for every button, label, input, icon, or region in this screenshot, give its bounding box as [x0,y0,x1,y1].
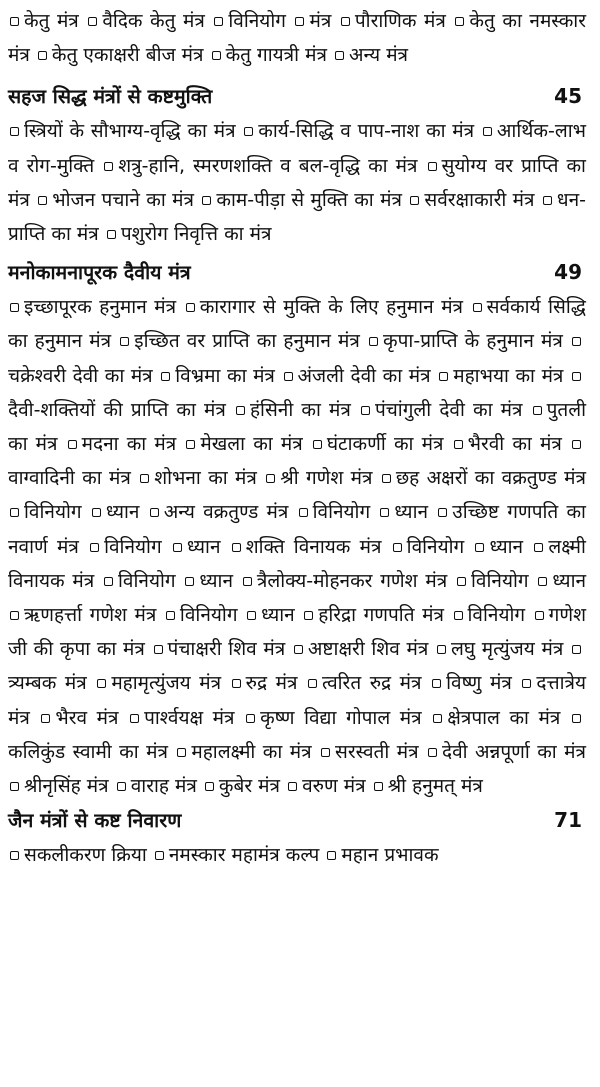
list-item [230,536,382,558]
list-item-text: शक्ति विनायक मंत्र [245,535,382,558]
list-item-text: कृष्ण विद्या गोपाल मंत्र [260,706,422,729]
list-item [452,433,562,455]
list-item [210,44,327,66]
list-item [339,10,446,32]
list-item-text: विनियोग [471,569,529,592]
list-item [203,775,280,797]
list-item [455,570,529,592]
checkbox-bullet-icon [107,230,116,239]
list-item-text: इच्छित वर प्राप्ति का हनुमान मंत्र [134,330,360,353]
list-item-text: विभ्रमा का मंत्र [175,364,275,387]
checkbox-bullet-icon [186,303,195,312]
checkbox-bullet-icon [475,543,484,552]
list-item [8,10,79,32]
list-item-text: रुद्र मंत्र [245,672,298,695]
section-items-71 [8,838,586,872]
checkbox-bullet-icon [202,196,211,205]
list-item-text: कुबेर मंत्र [218,775,281,798]
list-item-text: ध्यान [489,535,524,558]
section-heading-71 [8,803,586,838]
section-items-45 [8,114,586,251]
list-item [333,44,408,66]
checkbox-bullet-icon [120,337,129,346]
list-item-text: त्वरित रुद्र मंत्र [322,672,422,695]
checkbox-bullet-icon [572,645,581,654]
list-item-text: भैरव मंत्र [55,706,119,729]
list-item [426,741,586,763]
list-item-text: कलिकुंड स्वामी का मंत्र [8,740,168,763]
checkbox-bullet-icon [166,611,175,620]
list-item-text: केतु मंत्र [24,10,79,32]
list-item-text: लघु मृत्युंजय मंत्र [451,638,564,661]
checkbox-bullet-icon [150,508,159,517]
list-item [319,741,419,763]
list-item-text: ऋणहर्त्ता गणेश मंत्र [24,604,157,627]
checkbox-bullet-icon [232,679,241,688]
checkbox-bullet-icon [361,406,370,415]
checkbox-bullet-icon [483,127,492,136]
checkbox-bullet-icon [68,440,77,449]
checkbox-bullet-icon [535,611,544,620]
list-item-text: सकलीकरण क्रिया [24,844,147,867]
checkbox-bullet-icon [284,372,293,381]
list-item [430,672,512,694]
checkbox-bullet-icon [457,577,466,586]
list-item-text: ध्यान [105,501,140,524]
list-item-text: छह अक्षरों का वक्रतुण्ड मंत्र [395,467,586,490]
list-item-text: सर्वरक्षाकारी मंत्र [424,188,535,211]
list-item-text: क्षेत्रपाल का मंत्र [447,706,561,729]
section-title: मनोकामनापूरक दैवीय मंत्र [8,261,191,285]
checkbox-bullet-icon [173,543,182,552]
list-item [138,467,257,489]
checkbox-bullet-icon [295,17,304,26]
checkbox-bullet-icon [38,196,47,205]
list-item [391,536,465,558]
list-item [297,501,371,523]
checkbox-bullet-icon [299,508,308,517]
checkbox-bullet-icon [335,51,344,60]
section-heading-49 [8,255,586,290]
checkbox-bullet-icon [433,714,442,723]
checkbox-bullet-icon [473,303,482,312]
list-item [171,536,221,558]
checkbox-bullet-icon [212,51,221,60]
checkbox-bullet-icon [321,748,330,757]
list-item [437,365,563,387]
list-item [306,672,422,694]
list-item-text: हरिद्रा गणपति मंत्र [318,604,444,627]
list-item-text: विष्णु मंत्र [446,672,512,695]
list-item-text: पंचांगुली देवी का मंत्र [374,398,523,421]
checkbox-bullet-icon [428,162,437,171]
list-item-text: इच्छापूरक हनुमान मंत्र [24,296,177,319]
list-item [148,501,289,523]
checkbox-bullet-icon [244,127,253,136]
list-item-text: अन्य वक्रतुण्ड मंत्र [163,501,289,524]
checkbox-bullet-icon [236,406,245,415]
checkbox-bullet-icon [454,611,463,620]
checkbox-bullet-icon [380,508,389,517]
checkbox-bullet-icon [10,611,19,620]
list-item-text: विनियोग [228,10,286,32]
list-item [86,10,204,32]
contents-block-0 [8,4,586,72]
checkbox-bullet-icon [38,51,47,60]
list-item-text: घंटाकर्णी का मंत्र [326,433,444,456]
list-item-text: त्र्यम्बक मंत्र [8,672,87,695]
list-item-text: सर्वकार्य सिद्धि का हनुमान मंत्र [8,296,586,353]
list-item [282,365,431,387]
list-item-text: महामृत्युंजय मंत्र [111,672,222,695]
list-item-text: वाराह मंत्र [130,775,197,798]
list-item [473,536,523,558]
list-item-text: धन-प्राप्ति का मंत्र [8,188,586,246]
list-item [359,399,523,421]
list-item [264,467,372,489]
list-item [435,638,563,660]
list-item-text: पौराणिक मंत्र [354,10,446,32]
list-item-text: महाभया का मंत्र [453,364,564,387]
list-item [39,707,118,729]
list-item-text: भोजन पचाने का मंत्र [52,188,194,211]
list-item [293,10,331,32]
checkbox-bullet-icon [88,17,97,26]
list-item-text: सरस्वती मंत्र [334,740,419,763]
list-item [311,433,444,455]
list-item-text: पुतली का मंत्र [8,398,587,456]
checkbox-bullet-icon [428,748,437,757]
list-item [66,433,177,455]
checkbox-bullet-icon [130,714,139,723]
list-item [118,330,360,352]
checkbox-bullet-icon [10,127,19,136]
list-item [245,604,295,626]
list-item-text: महान प्रभावक [341,844,439,867]
list-item [88,536,162,558]
checkbox-bullet-icon [410,196,419,205]
list-item-text: विनियोग [104,535,162,558]
list-item-text: देवी अन्नपूर्णा का मंत्र [442,740,586,763]
checkbox-bullet-icon [247,611,256,620]
list-item-text: कार्य-सिद्धि व पाप-नाश का मंत्र [258,120,475,143]
checkbox-bullet-icon [454,440,463,449]
list-item-text: वैदिक केतु मंत्र [102,10,205,32]
list-item-text: श्रीनृसिंह मंत्र [24,775,109,798]
section-title: सहज सिद्ध मंत्रों से कष्टमुक्ति [8,85,213,109]
checkbox-bullet-icon [10,851,19,860]
list-item [115,775,197,797]
checkbox-bullet-icon [543,196,552,205]
list-item [8,844,147,866]
list-item [378,501,428,523]
list-item-text: लक्ष्मी विनायक मंत्र [8,535,586,592]
list-item [102,155,417,177]
list-item-text: पशुरोग निवृत्ति का मंत्र [120,223,272,246]
checkbox-bullet-icon [341,17,350,26]
checkbox-bullet-icon [266,474,275,483]
list-item [302,604,444,626]
checkbox-bullet-icon [534,543,543,552]
list-item-text: श्री हनुमत् मंत्र [387,775,483,798]
checkbox-bullet-icon [304,611,313,620]
checkbox-bullet-icon [288,782,297,791]
list-item [452,604,526,626]
list-item [95,672,221,694]
list-item [183,570,233,592]
list-item-text: मदना का मंत्र [81,433,177,456]
checkbox-bullet-icon [10,303,19,312]
list-item [184,296,463,318]
checkbox-bullet-icon [382,474,391,483]
checkbox-bullet-icon [455,17,464,26]
checkbox-bullet-icon [205,782,214,791]
list-item-text: दत्तात्रेय मंत्र [8,672,587,729]
list-item-text: नमस्कार महामंत्र कल्प [168,844,320,867]
list-item-text: पार्श्वयक्ष मंत्र [144,706,235,729]
list-item-text: महालक्ष्मी का मंत्र [191,740,312,763]
checkbox-bullet-icon [572,337,581,346]
checkbox-bullet-icon [154,645,163,654]
list-item-text: विनियोग [24,501,82,524]
list-item [175,741,311,763]
list-item-text: उच्छिष्ट गणपति का नवार्ण मंत्र [8,501,586,558]
checkbox-bullet-icon [327,851,336,860]
list-item-text: हंसिनी का मंत्र [249,398,351,421]
section-title: जैन मंत्रों से कष्ट निवारण [8,809,182,833]
list-item-text: केतु का नमस्कार मंत्र [8,10,586,67]
list-item-text: काम-पीड़ा से मुक्ति का मंत्र [216,188,402,211]
section-page-number: 49 [554,260,582,285]
list-item-text: ध्यान [199,569,234,592]
list-item-text: पंचाक्षरी शिव मंत्र [167,638,286,661]
list-item-text: विनियोग [179,604,238,627]
list-item-text: गणेश जी की कृपा का मंत्र [8,604,586,661]
section-page-number: 71 [554,808,582,833]
list-item [8,296,176,318]
list-item-text: विनियोग [467,604,526,627]
list-item [102,570,176,592]
list-item-text: विनियोग [406,535,465,558]
list-item-text: ध्यान [394,501,429,524]
list-item-text: केतु एकाक्षरी बीज मंत्र [51,44,204,67]
list-item-text: चक्रेश्वरी देवी का मंत्र [8,364,153,387]
list-item-text: अंजली देवी का मंत्र [297,364,431,387]
checkbox-bullet-icon [439,372,448,381]
checkbox-bullet-icon [572,714,581,723]
checkbox-bullet-icon [177,748,186,757]
checkbox-bullet-icon [214,17,223,26]
list-item [153,844,319,866]
list-item-text: भैरवी का मंत्र [467,433,562,456]
list-item [372,775,483,797]
list-item [241,570,447,592]
checkbox-bullet-icon [10,782,19,791]
list-item [184,433,302,455]
list-item-text: अष्टाक्षरी शिव मंत्र [307,638,429,661]
list-item-text: श्री गणेश मंत्र [280,467,373,490]
list-item-text: वाग्वादिनी का मंत्र [8,467,131,490]
list-item [212,10,286,32]
checkbox-bullet-icon [90,543,99,552]
checkbox-bullet-icon [533,406,542,415]
checkbox-bullet-icon [438,508,447,517]
list-item [431,707,560,729]
list-item [380,467,586,489]
list-item [105,223,272,245]
list-item [36,44,204,66]
list-item [36,189,194,211]
list-item-text: स्त्रियों के सौभाग्य-वृद्धि का मंत्र [24,120,236,143]
list-item-text: केतु गायत्री मंत्र [225,44,327,67]
list-item-text: मेखला का मंत्र [200,433,303,456]
list-item [244,707,422,729]
list-item-text: शोभना का मंत्र [154,467,257,490]
checkbox-bullet-icon [572,440,581,449]
checkbox-bullet-icon [243,577,252,586]
checkbox-bullet-icon [10,508,19,517]
list-item [242,120,474,142]
list-item [325,844,438,866]
list-item-text: विनियोग [312,501,371,524]
list-item [8,604,156,626]
list-item [536,570,586,592]
list-item [8,120,236,142]
list-item [164,604,238,626]
list-item [152,638,286,660]
checkbox-bullet-icon [538,577,547,586]
list-item [159,365,275,387]
checkbox-bullet-icon [92,508,101,517]
list-item-text: आर्थिक-लाभ व रोग-मुक्ति [8,120,586,177]
checkbox-bullet-icon [161,372,170,381]
checkbox-bullet-icon [117,782,126,791]
list-item [286,775,366,797]
checkbox-bullet-icon [313,440,322,449]
list-item-text: ध्यान [552,569,587,592]
checkbox-bullet-icon [393,543,402,552]
list-item [408,189,534,211]
checkbox-bullet-icon [155,851,164,860]
checkbox-bullet-icon [140,474,149,483]
checkbox-bullet-icon [41,714,50,723]
checkbox-bullet-icon [432,679,441,688]
list-item-text: दैवी-शक्तियों की प्राप्ति का मंत्र [8,398,226,421]
list-item [230,672,298,694]
list-item [128,707,234,729]
checkbox-bullet-icon [572,372,581,381]
checkbox-bullet-icon [369,337,378,346]
list-item [8,501,82,523]
checkbox-bullet-icon [308,679,317,688]
list-item-text: मंत्र [309,10,332,32]
list-item-text: शत्रु-हानि, स्मरणशक्ति व बल-वृद्धि का मंत्र [118,154,418,177]
list-item [234,399,351,421]
list-item-text: अन्य मंत्र [349,44,409,67]
checkbox-bullet-icon [10,17,19,26]
section-page-number: 45 [554,84,582,109]
list-item [200,189,402,211]
list-item-text: कृपा-प्राप्ति के हनुमान मंत्र [383,330,563,353]
checkbox-bullet-icon [97,679,106,688]
list-item-text: त्रैलोक्य-मोहनकर गणेश मंत्र [256,569,448,592]
list-item [367,330,563,352]
checkbox-bullet-icon [186,440,195,449]
list-item [90,501,140,523]
section-heading-45 [8,79,586,114]
checkbox-bullet-icon [294,645,303,654]
checkbox-bullet-icon [246,714,255,723]
list-item-text: कारागार से मुक्ति के लिए हनुमान मंत्र [199,296,464,319]
checkbox-bullet-icon [232,543,241,552]
checkbox-bullet-icon [104,577,113,586]
list-item-text: विनियोग [118,569,176,592]
list-item-text: ध्यान [186,535,221,558]
checkbox-bullet-icon [374,782,383,791]
list-item [292,638,428,660]
list-item-text: सुयोग्य वर प्राप्ति का मंत्र [8,154,586,211]
list-item [8,775,109,797]
checkbox-bullet-icon [437,645,446,654]
section-items-49 [8,290,586,803]
list-item-text: वरुण मंत्र [302,775,366,798]
checkbox-bullet-icon [185,577,194,586]
checkbox-bullet-icon [104,162,113,171]
list-item-text: ध्यान [261,604,295,627]
checkbox-bullet-icon [522,679,531,688]
